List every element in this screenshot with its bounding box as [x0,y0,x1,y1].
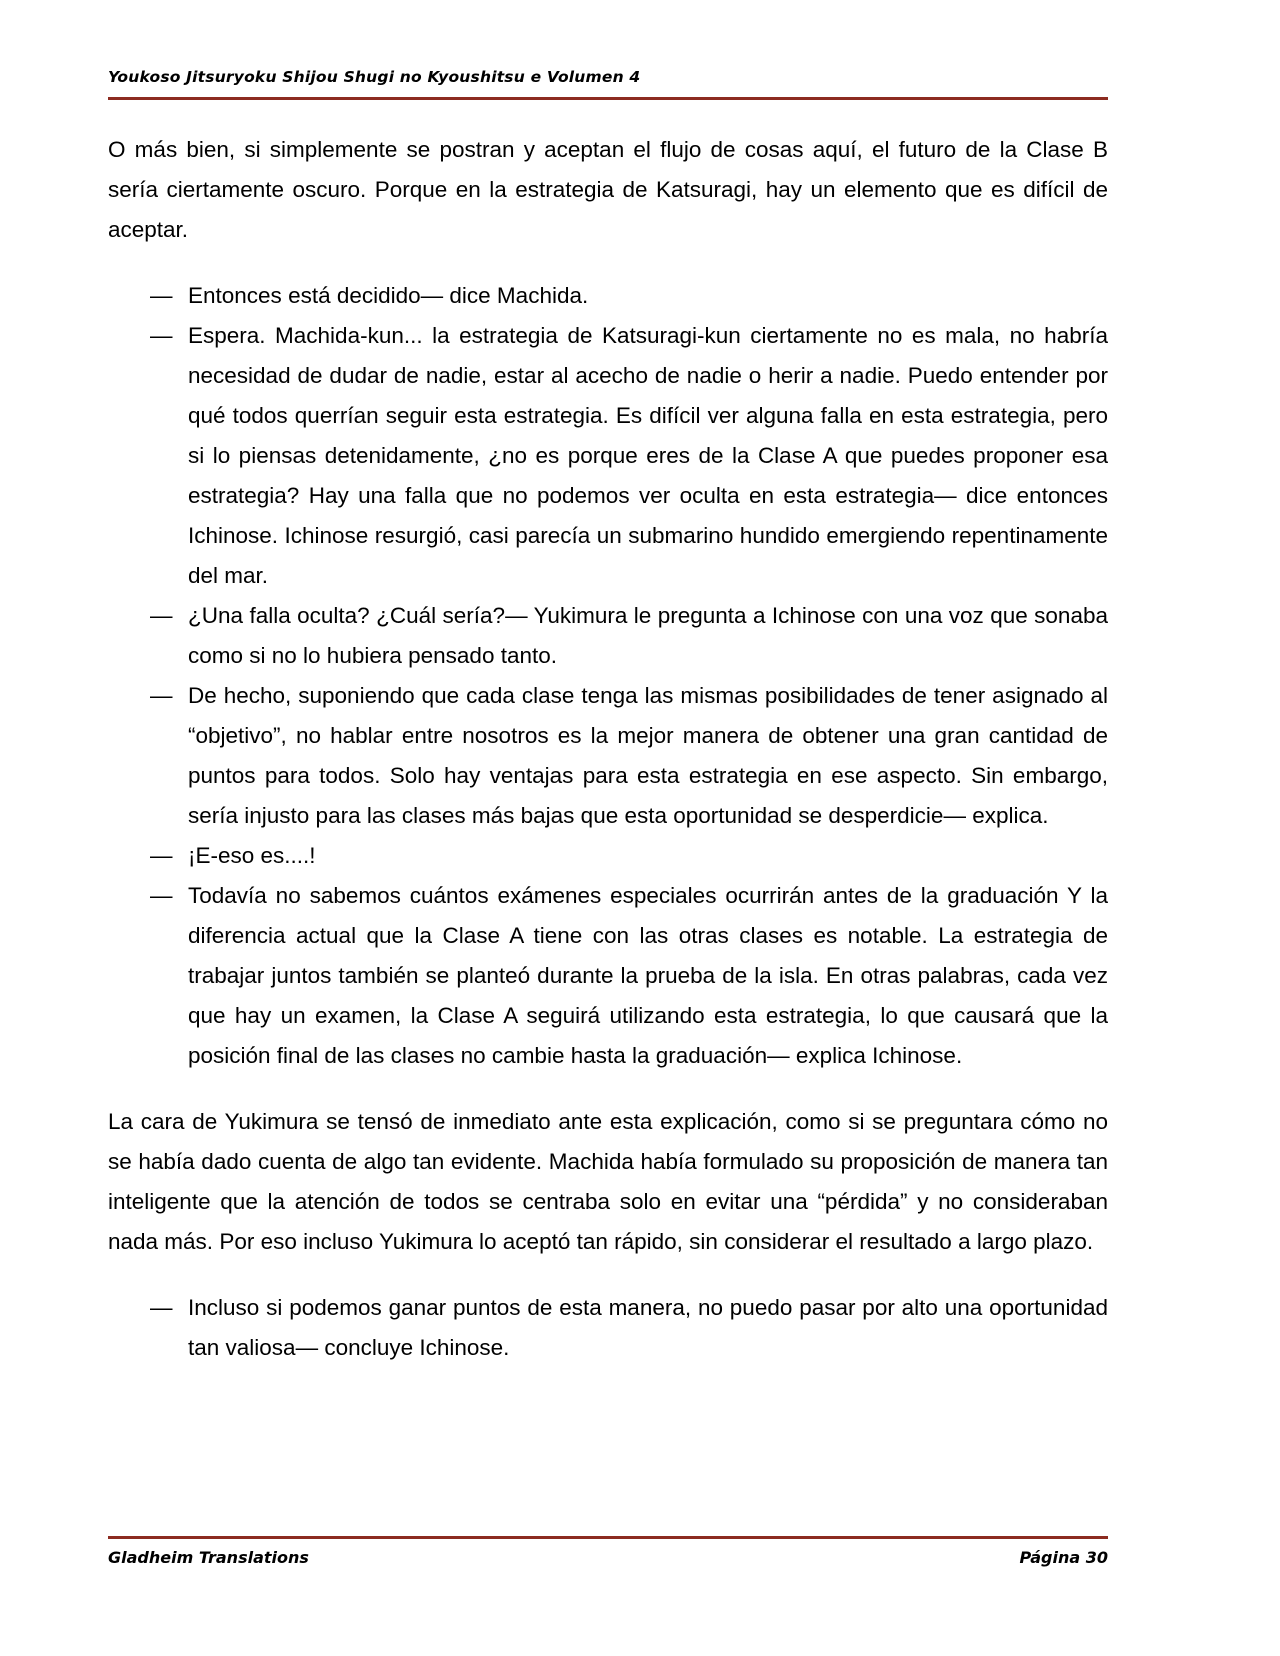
dialogue-dash: — [150,603,173,628]
spacer [108,1076,1108,1102]
list-item [150,836,1108,876]
header-title: Youkoso Jitsuryoku Shijou Shugi no Kyoushitsu e Volumen 4 [108,68,641,86]
dialogue-dash: — [150,683,173,708]
dialogue-text: Entonces está decidido— dice Machida. [188,283,589,308]
dialogue-dash: — [150,843,173,868]
dialogue-text: Todavía no sabemos cuántos exámenes especiales ocurrirán antes de la graduación Y la diferencia actual que la Clase A tiene con las otras clases es notable. La estrategia de trabajar juntos también se planteó durante la prueba de la isla. En otras palabras, cada vez que hay un examen, la Clase A seguirá utilizando esta estrategia, lo que causará que la posición final de las clases no cambie hasta la graduación— explica Ichinose. [188,883,1108,1068]
dialogue-text: De hecho, suponiendo que cada clase tenga las mismas posibilidades de tener asignado al “objetivo”, no hablar entre nosotros es la mejor manera de obtener una gran cantidad de puntos para todos. Solo hay ventajas para esta estrategia en ese aspecto. Sin embargo, sería injusto para las clases más bajas que esta oportunidad se desperdicie— explica. [188,683,1108,828]
page-header [108,68,1108,86]
spacer [108,250,1108,276]
footer-credit: Gladheim Translations [108,1548,309,1567]
list-item [150,276,1108,316]
list-item [150,316,1108,596]
page-footer [108,1548,1108,1567]
page-content [108,130,1108,1368]
dialogue-text: Incluso si podemos ganar puntos de esta manera, no puedo pasar por alto una oportunidad tan valiosa— concluye Ichinose. [188,1295,1108,1360]
list-item [150,1288,1108,1368]
list-item [150,876,1108,1076]
list-item [150,596,1108,676]
dialogue-dash: — [150,883,173,908]
page-number: Página 30 [1019,1548,1108,1567]
dialogue-list-1 [108,276,1108,1076]
paragraph-1: O más bien, si simplemente se postran y aceptan el flujo de cosas aquí, el futuro de la Clase B sería ciertamente oscuro. Porque en la estrategia de Katsuragi, hay un elemento que es difícil de aceptar. [108,137,1108,242]
dialogue-dash: — [150,323,173,348]
dialogue-dash: — [150,1295,173,1320]
list-item [150,676,1108,836]
dialogue-text: ¡E-eso es....! [188,843,316,868]
dialogue-list-2 [108,1288,1108,1368]
paragraph-2: La cara de Yukimura se tensó de inmediato ante esta explicación, como si se preguntara cómo no se había dado cuenta de algo tan evidente. Machida había formulado su proposición de manera tan inteligente que la atención de todos se centraba solo en evitar una “pérdida” y no consideraban nada más. Por eso incluso Yukimura lo aceptó tan rápido, sin considerar el resultado a largo plazo. [108,1109,1108,1254]
dialogue-text: ¿Una falla oculta? ¿Cuál sería?— Yukimura le pregunta a Ichinose con una voz que sonaba como si no lo hubiera pensado tanto. [188,603,1108,668]
header-divider [108,97,1108,100]
dialogue-text: Espera. Machida-kun... la estrategia de Katsuragi-kun ciertamente no es mala, no habría necesidad de dudar de nadie, estar al acecho de nadie o herir a nadie. Puedo entender por qué todos querrían seguir esta estrategia. Es difícil ver alguna falla en esta estrategia, pero si lo piensas detenidamente, ¿no es porque eres de la Clase A que puedes proponer esa estrategia? Hay una falla que no podemos ver oculta en esta estrategia— dice entonces Ichinose. Ichinose resurgió, casi parecía un submarino hundido emergiendo repentinamente del mar. [188,323,1108,588]
footer-divider [108,1536,1108,1539]
spacer [108,1262,1108,1288]
dialogue-dash: — [150,283,173,308]
